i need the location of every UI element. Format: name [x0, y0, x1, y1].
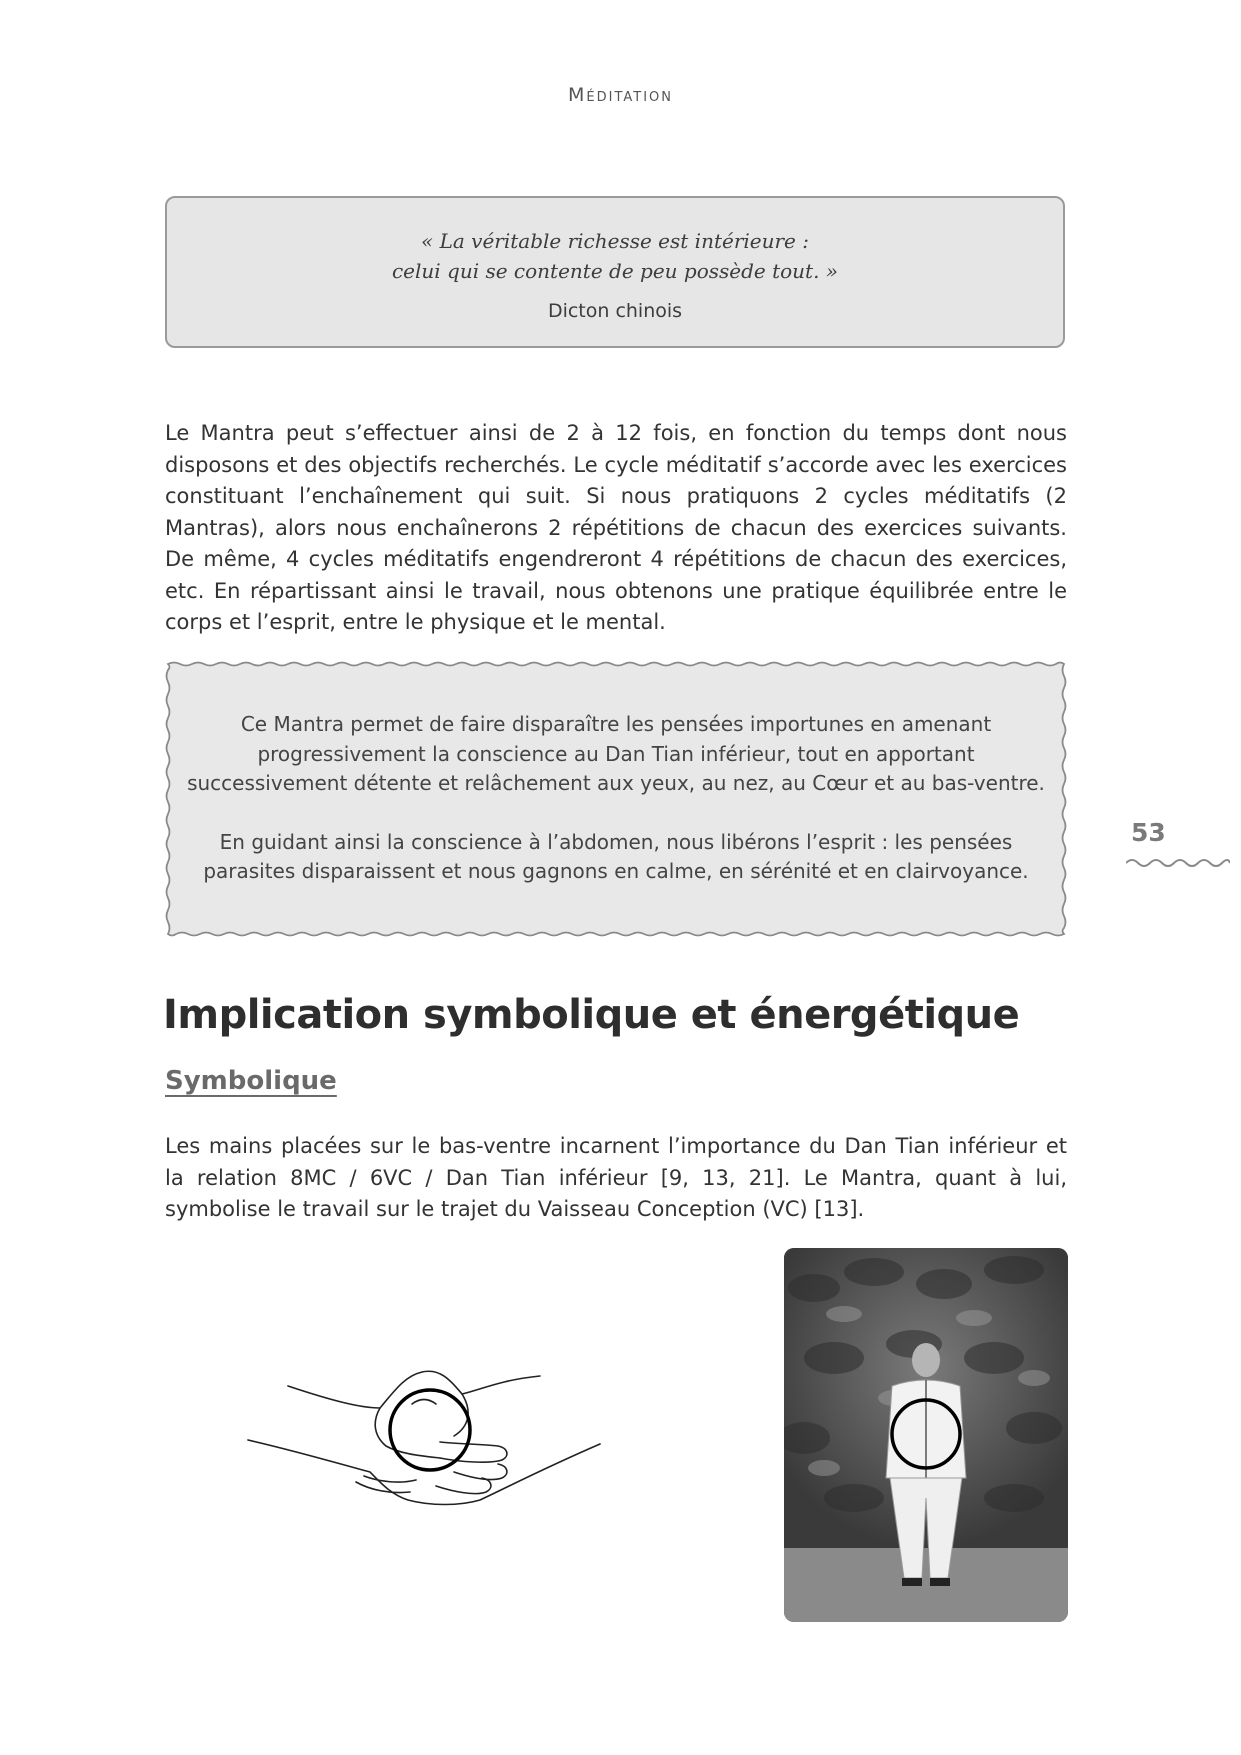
running-header: Méditation [568, 84, 673, 106]
section-paragraph: Les mains placées sur le bas-ventre incarnent l’importance du Dan Tian inférieur et la relation 8MC / 6VC / Dan Tian inférieur [9, 13, 21]. Le Mantra, quant à lui, symbolise le travail sur le trajet du Vaisseau Conception (VC) [13]. [165, 1134, 1067, 1221]
body-paragraph-1: Le Mantra peut s’effectuer ainsi de 2 à 12 fois, en fonction du temps dont nous disposons et des objectifs recherchés. Le cycle méditatif s’accorde avec les exercices constituant l’enchaînement qui suit. Si nous pratiquons 2 cycles méditatifs (2 Mantras), alors nous enchaînerons 2 répétitions de chacun des exercices suivants. De même, 4 cycles méditatifs engendreront 4 répétitions de chacun des exercices, etc. En répartissant ainsi le travail, nous obtenons une pratique équilibrée entre le corps et l’esprit, entre le physique et le mental. [165, 421, 1067, 634]
callout-paragraph-1: Ce Mantra permet de faire disparaître les pensées importunes en amenant progressivement la conscience au Dan Tian inférieur, tout en apportant successivement détente et relâchement aux yeux, au nez, au Cœur et au bas-ventre. [187, 712, 1045, 795]
quote-source: Dicton chinois [547, 300, 683, 322]
page-number: 53 [1131, 818, 1166, 847]
practitioner-photo [784, 1248, 1068, 1622]
hands-illustration [240, 1360, 640, 1560]
callout-paragraph-2: En guidant ainsi la conscience à l’abdomen, nous libérons l’esprit : les pensées parasites disparaissent et nous gagnons en calme, en sérénité et en clairvoyance. [203, 829, 1029, 883]
quote-line-1: « La véritable richesse est intérieure : [420, 229, 809, 253]
section-title: Implication symbolique et énergétique [163, 992, 1020, 1038]
page-number-wave [1126, 856, 1230, 870]
section-subtitle: Symbolique [165, 1066, 337, 1096]
quote-line-2: celui qui se contente de peu possède tout. » [391, 259, 839, 283]
quote-box [165, 196, 1065, 348]
callout-box [162, 658, 1070, 940]
